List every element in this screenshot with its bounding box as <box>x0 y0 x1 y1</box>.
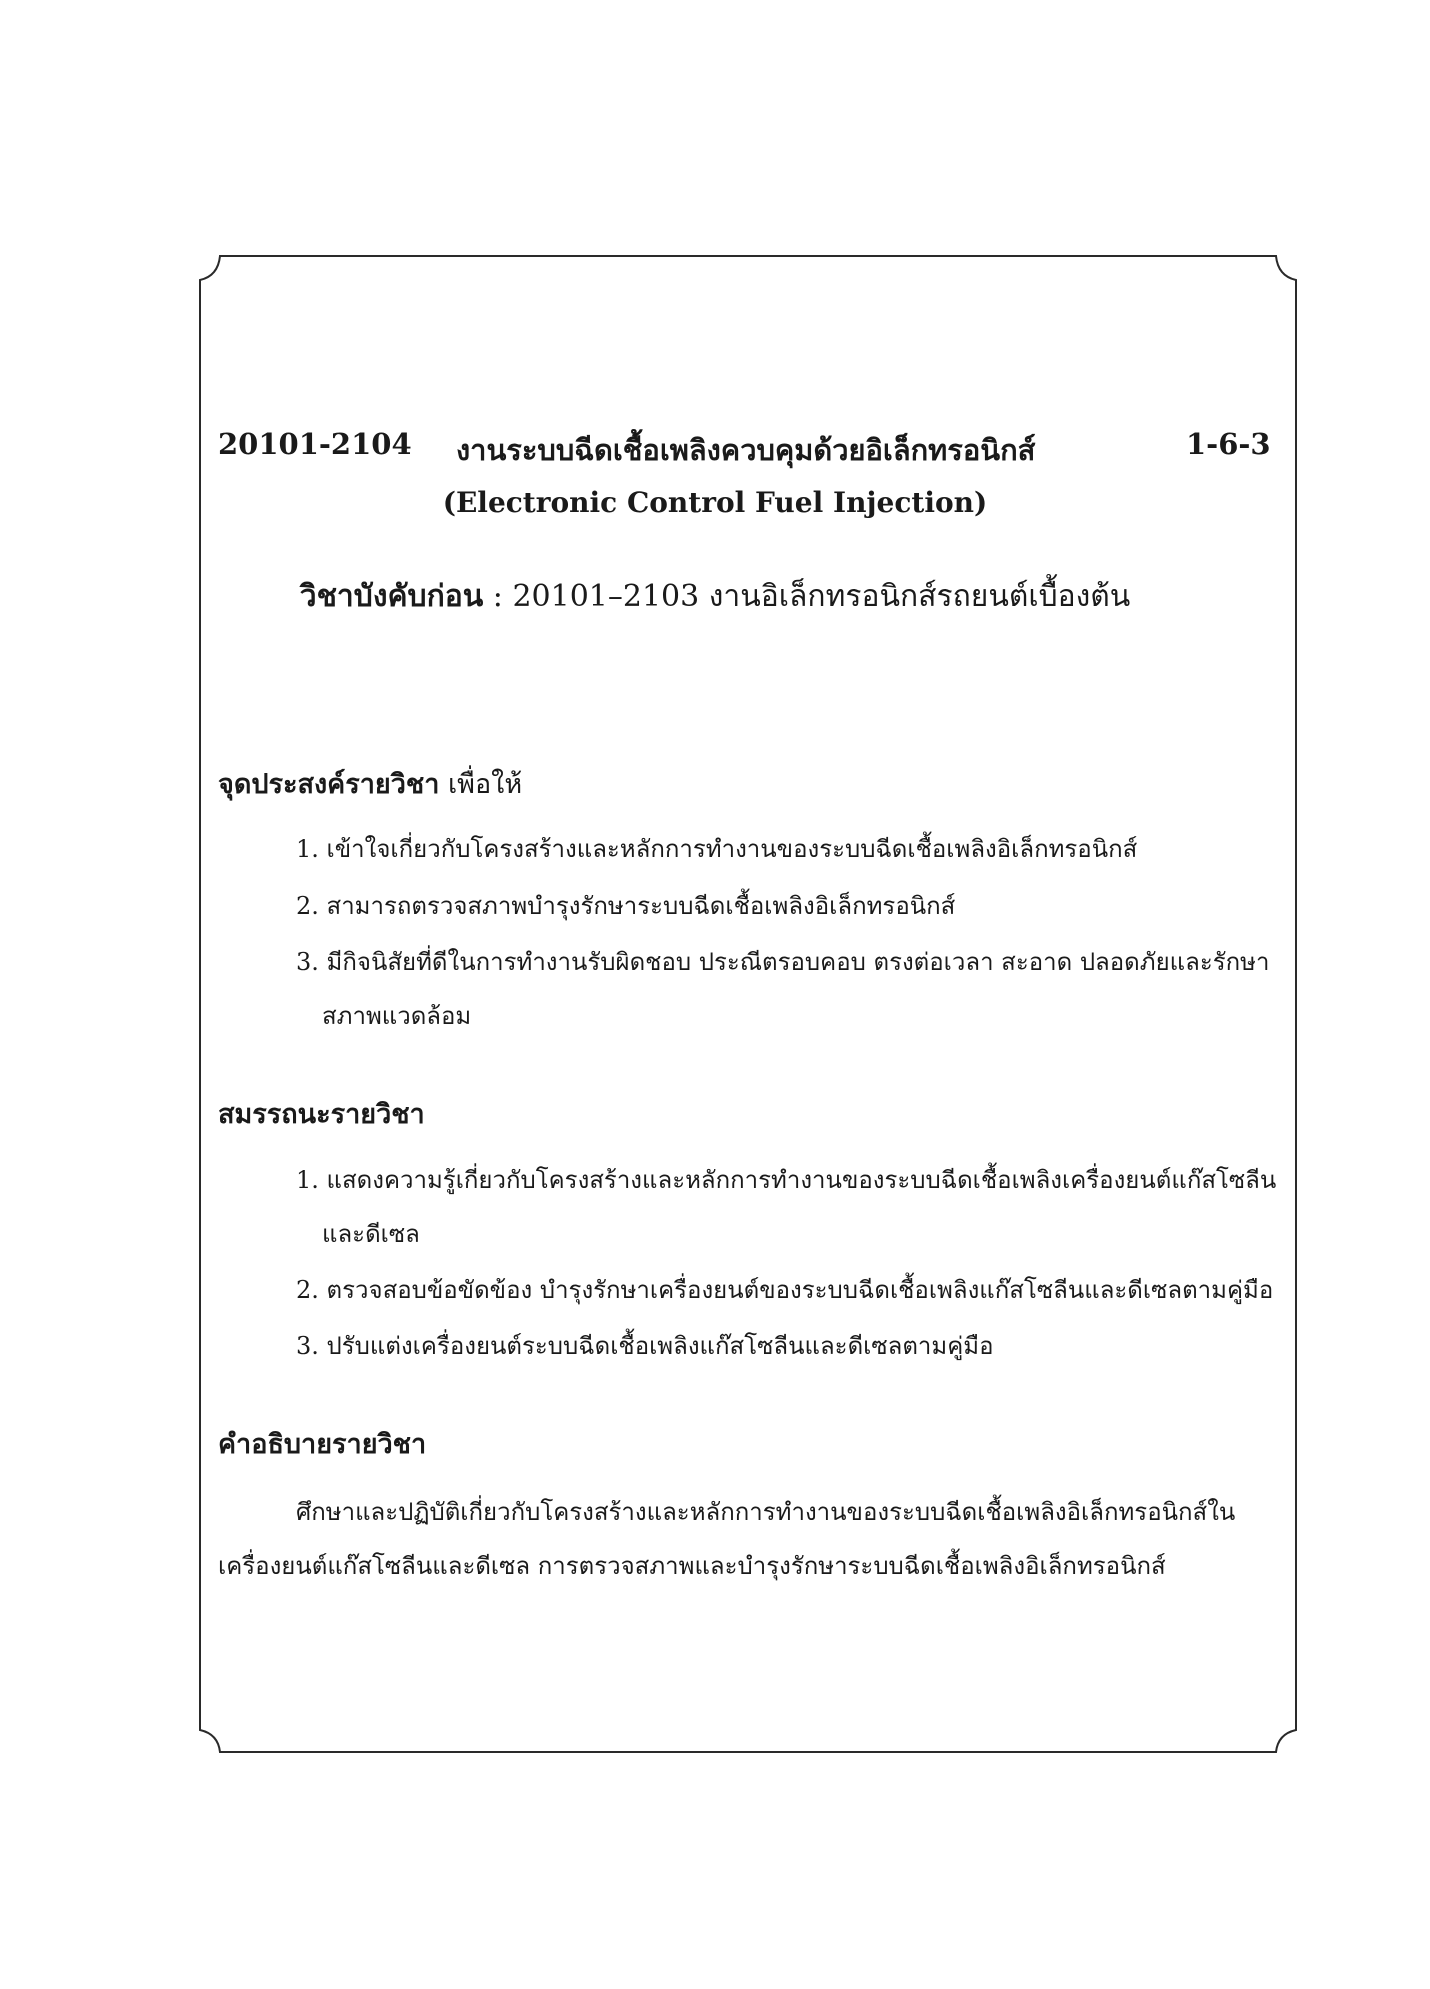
competency-item-2 <box>296 1270 1273 1309</box>
list-text: สามารถตรวจสภาพบำรุงรักษาระบบฉีดเชื้อเพลิงอิเล็กทรอนิกส์ <box>326 892 956 920</box>
course-title-thai: งานระบบฉีดเชื้อเพลิงควบคุมด้วยอิเล็กทรอนิกส์ <box>456 433 1036 467</box>
prerequisite-separator: : <box>483 579 513 614</box>
competency-item-1 <box>296 1160 1276 1199</box>
competencies-heading: สมรรถนะรายวิชา <box>218 1099 425 1130</box>
prerequisite-label: วิชาบังคับก่อน <box>299 579 484 614</box>
course-title-english: (Electronic Control Fuel Injection) <box>442 486 988 519</box>
objective-item-2 <box>296 886 955 925</box>
competency-item-3 <box>296 1326 994 1365</box>
description-line-2: เครื่องยนต์แก๊สโซลีนและดีเซล การตรวจสภาพและบำรุงรักษาระบบฉีดเชื้อเพลิงอิเล็กทรอนิกส์ <box>218 1552 1166 1580</box>
list-text: มีกิจนิสัยที่ดีในการทำงานรับผิดชอบ ประณีตรอบคอบ ตรงต่อเวลา สะอาด ปลอดภัยและรักษา <box>326 948 1270 976</box>
list-number: 2. <box>296 1276 319 1304</box>
description-heading: คำอธิบายรายวิชา <box>218 1429 427 1460</box>
course-code: 20101-2104 <box>218 427 412 461</box>
list-number: 2. <box>296 892 319 920</box>
list-text: แสดงความรู้เกี่ยวกับโครงสร้างและหลักการทำงานของระบบฉีดเชื้อเพลิงเครื่องยนต์แก๊สโซลีน <box>326 1166 1277 1194</box>
objectives-heading: จุดประสงค์รายวิชา <box>218 769 440 800</box>
list-text: ปรับแต่งเครื่องยนต์ระบบฉีดเชื้อเพลิงแก๊สโซลีนและดีเซลตามคู่มือ <box>326 1332 994 1360</box>
competency-item-1-continued: และดีเซล <box>322 1220 420 1248</box>
objective-item-3 <box>296 942 1269 981</box>
list-number: 1. <box>296 835 319 863</box>
list-text: ตรวจสอบข้อขัดข้อง บำรุงรักษาเครื่องยนต์ของระบบฉีดเชื้อเพลิงแก๊สโซลีนและดีเซลตามคู่มือ <box>326 1276 1274 1304</box>
list-text: เข้าใจเกี่ยวกับโครงสร้างและหลักการทำงานของระบบฉีดเชื้อเพลิงอิเล็กทรอนิกส์ <box>326 835 1138 863</box>
objective-item-1 <box>296 829 1137 868</box>
objective-item-3-continued: สภาพแวดล้อม <box>322 1002 472 1030</box>
prerequisite-value: 20101–2103 งานอิเล็กทรอนิกส์รถยนต์เบื้องต้น <box>512 579 1131 614</box>
course-credits: 1-6-3 <box>1186 427 1271 461</box>
prerequisite-line <box>0 573 1430 620</box>
objectives-heading-line <box>218 762 522 805</box>
list-number: 1. <box>296 1166 319 1194</box>
description-line-1: ศึกษาและปฏิบัติเกี่ยวกับโครงสร้างและหลักการทำงานของระบบฉีดเชื้อเพลิงอิเล็กทรอนิกส์ใน <box>296 1498 1236 1526</box>
list-number: 3. <box>296 948 319 976</box>
list-number: 3. <box>296 1332 319 1360</box>
objectives-heading-suffix: เพื่อให้ <box>439 769 523 800</box>
